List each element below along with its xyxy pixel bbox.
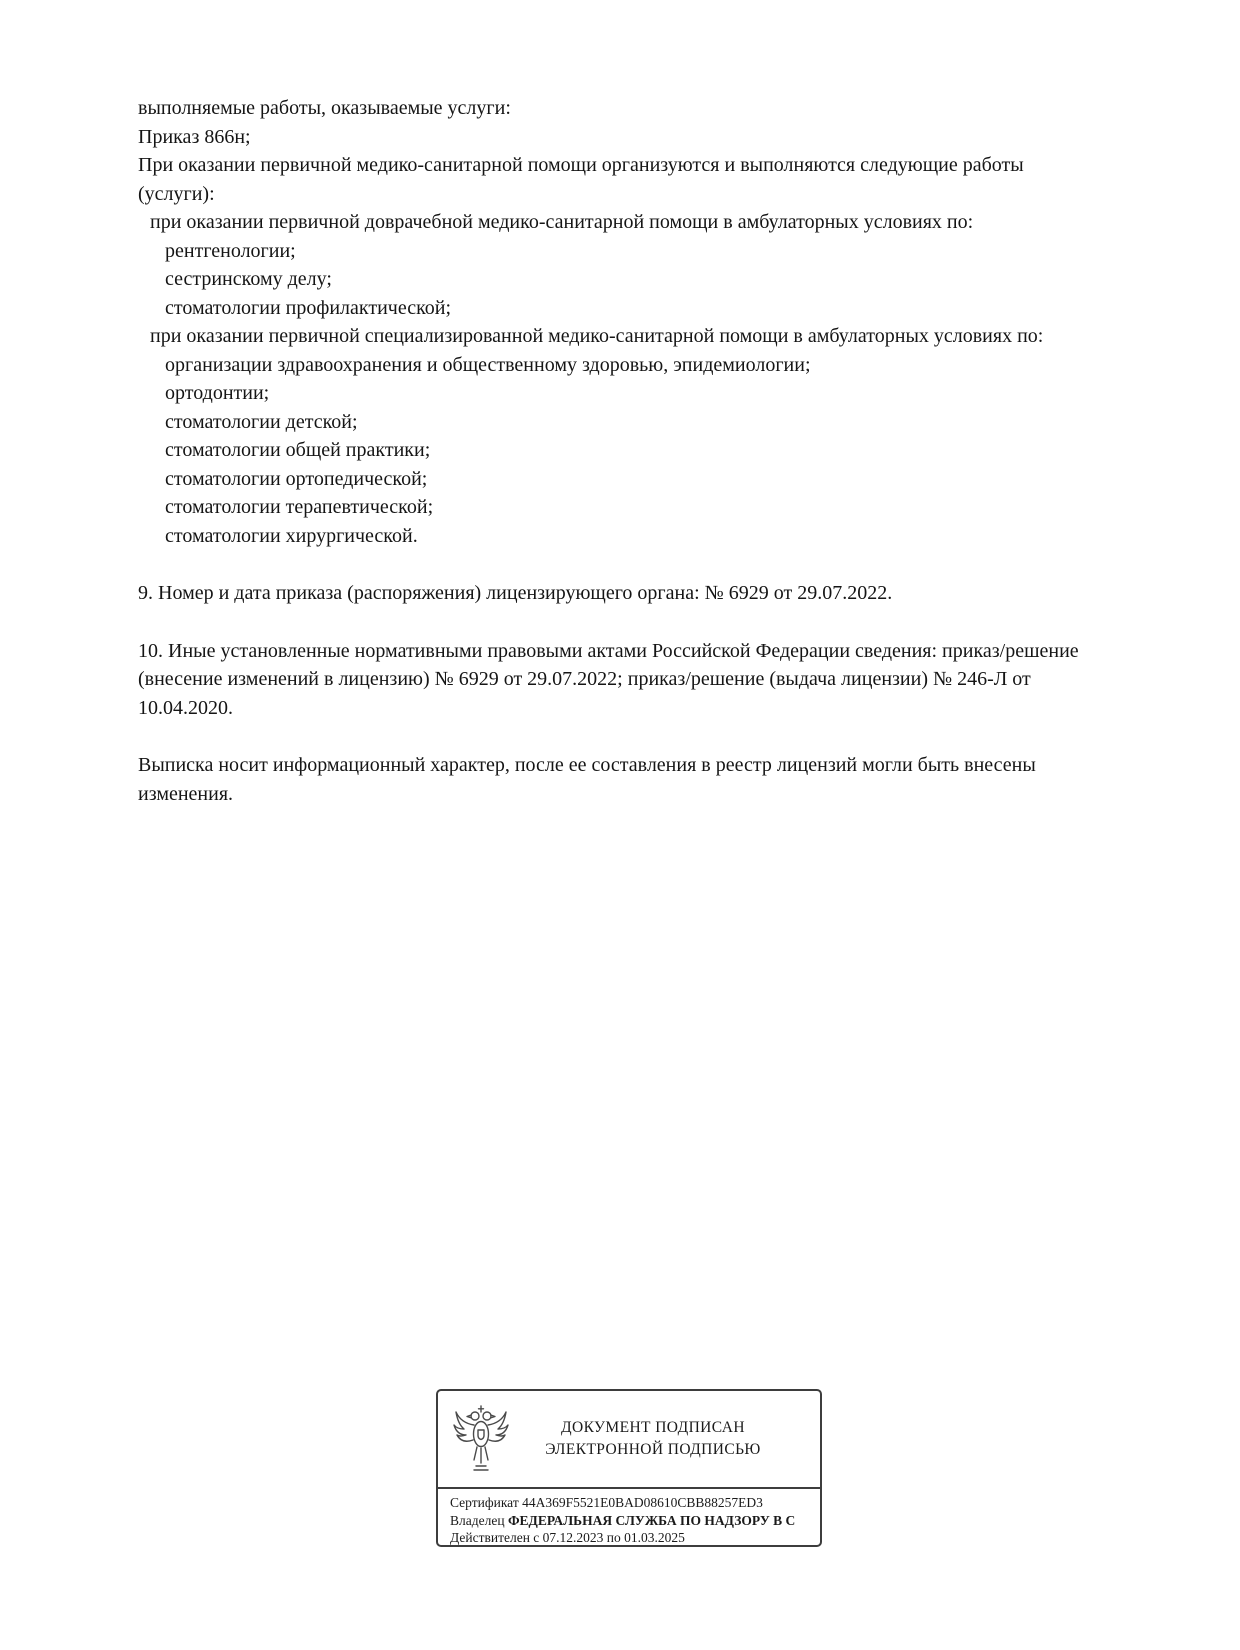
- double-headed-eagle-icon: [452, 1402, 510, 1476]
- signature-stamp: [436, 1389, 822, 1547]
- paragraph: стоматологии профилактической;: [165, 296, 452, 319]
- paragraph: 9. Номер и дата приказа (распоряжения) лицензирующего органа: № 6929 от 29.07.2022.: [138, 582, 893, 604]
- stamp-title-line2: ЭЛЕКТРОННОЙ ПОДПИСЬЮ: [545, 1441, 761, 1458]
- paragraph: при оказании первичной специализированной медико-санитарной помощи в амбулаторных условиях по:: [150, 325, 1044, 347]
- paragraph: стоматологии хирургической.: [165, 524, 418, 547]
- paragraph: при оказании первичной доврачебной медико-санитарной помощи в амбулаторных условиях по:: [150, 211, 974, 233]
- paragraph: 10. Иные установленные нормативными правовыми актами Российской Федерации сведения: приказ/решение (внесение изменений в лицензию) № 6929 от 29.07.2022; приказ/решение (выдача лицензии) № 246-Л от 10.04.2020.: [138, 639, 1079, 719]
- paragraph: Приказ 866н;: [138, 125, 251, 148]
- paragraph: организации здравоохранения и общественному здоровью, эпидемиологии;: [165, 353, 811, 376]
- paragraph: При оказании первичной медико-санитарной помощи организуются и выполняются следующие работы (услуги):: [138, 154, 1024, 205]
- validity-line: Действителен с 07.12.2023 по 01.03.2025: [450, 1530, 685, 1545]
- paragraph: Выписка носит информационный характер, после ее составления в реестр лицензий могли быть внесены изменения.: [138, 754, 1036, 805]
- owner-value: ФЕДЕРАЛЬНАЯ СЛУЖБА ПО НАДЗОРУ В С: [507, 1512, 796, 1528]
- paragraph: рентгенологии;: [165, 239, 296, 262]
- paragraph: выполняемые работы, оказываемые услуги:: [138, 97, 511, 119]
- stamp-info: [438, 1489, 820, 1547]
- certificate-line: [450, 1494, 808, 1512]
- owner-line: [450, 1512, 808, 1530]
- paragraph: ортодонтии;: [165, 382, 270, 404]
- paragraph: стоматологии общей практики;: [165, 439, 431, 461]
- document-text: [138, 94, 1105, 808]
- certificate-value: 44A369F5521E0BAD08610CBB88257ED3: [522, 1495, 763, 1510]
- stamp-title-line1: ДОКУМЕНТ ПОДПИСАН: [561, 1419, 745, 1436]
- paragraph: стоматологии детской;: [165, 410, 358, 433]
- stamp-title: [510, 1417, 810, 1461]
- owner-label: Владелец: [450, 1512, 505, 1528]
- certificate-label: Сертификат: [450, 1495, 519, 1510]
- stamp-header: [438, 1391, 820, 1487]
- paragraph: стоматологии ортопедической;: [165, 467, 428, 490]
- paragraph: сестринскому делу;: [165, 268, 332, 290]
- paragraph: стоматологии терапевтической;: [165, 496, 434, 518]
